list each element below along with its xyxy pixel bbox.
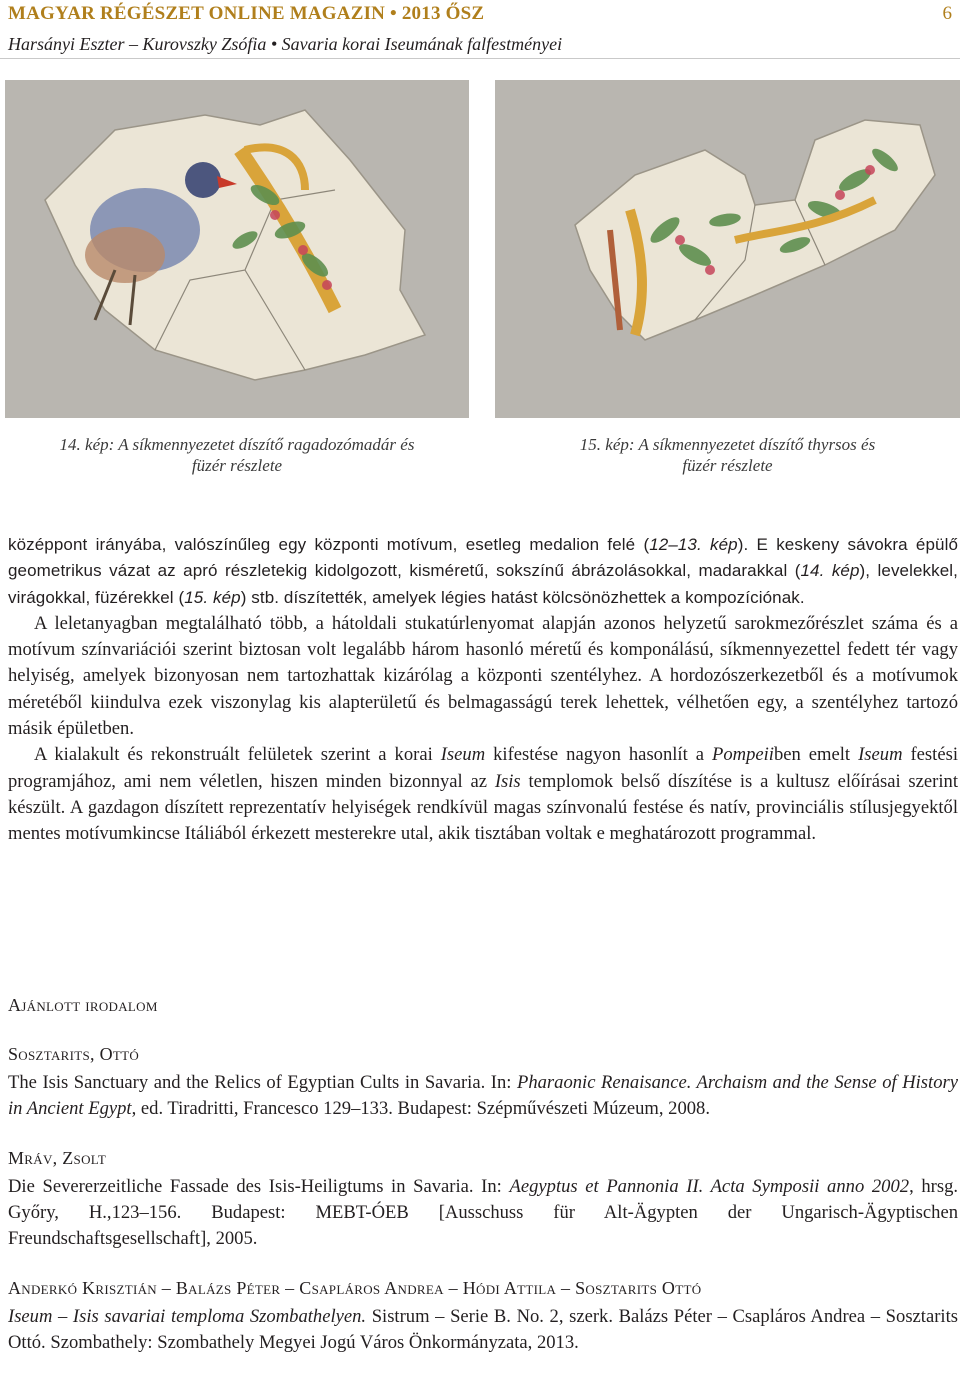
caption-line: füzér részlete (682, 456, 773, 475)
article-body (8, 532, 958, 848)
references-heading: Ajánlott irodalom (8, 995, 158, 1015)
caption-line: 14. kép: A síkmennyezetet díszítő ragadozómadár és (59, 435, 415, 454)
caption-line: 15. kép: A síkmennyezetet díszítő thyrsos és (579, 435, 876, 454)
paragraph-2: A leletanyagban megtalálható több, a hátoldali stukatúrlenyomat alapján azonos helyzetű sarokmezőrészlet száma és a motívum színvariációi szerint biztosan volt legalább három hasonló méretű és komponálású, síkmennyezettel fedett tér vagy helyiség, amelyek bizonyosan nem tartozhattak kizárólag a központi szentélyhez. A hordozószerkezetből és a motívumok méretéből kiindulva ezek viszonylag kis alapterületű és belmagasságú terek lehettek, vélhetően egy, a szentélyhez tartozó másik épületben. (8, 612, 958, 740)
figure-15-caption (495, 434, 960, 476)
reference-author: Mráv, Zsolt (8, 1148, 107, 1168)
reference-entry: Iseum – Isis savariai temploma Szombathelyen. Sistrum – Serie B. No. 2, szerk. Balázs Péter – Csapláros Andrea – Sosztarits Ottó. Szombathely: Szombathely Megyei Jogú Város Önkormányzata, 2013. (8, 1306, 958, 1353)
reference-author: Anderkó Krisztián – Balázs Péter – Csapláros Andrea – Hódi Attila – Sosztarits Ottó (8, 1278, 702, 1298)
reference-author: Sosztarits, Ottó (8, 1044, 140, 1064)
article-subtitle: Harsányi Eszter – Kurovszky Zsófia • Savaria korai Iseumának falfestményei (8, 34, 563, 54)
figure-15 (495, 80, 960, 476)
fresco-fragment-bird-image (5, 80, 469, 418)
page-number: 6 (942, 3, 952, 24)
figure-reference: 15. kép (184, 587, 241, 607)
fresco-photo-bird (5, 80, 469, 418)
figure-reference: 14. kép (800, 561, 860, 581)
references-section (8, 992, 958, 1379)
figure-14-caption (5, 434, 469, 476)
figure-reference: 12–13. kép (649, 535, 738, 554)
paragraph-1: középpont irányába, valószínűleg egy központi motívum, esetleg medalion felé (12–13. kép). E keskeny sávokra épülő geometrikus vázat az apró részletekig kidolgozott, kisméretű, sokszínű ábrázolásokkal, madarakkal (14. kép), levelekkel, virágokkal, füzérekkel (15. kép) stb. díszítették, amelyek légies hatást kölcsönözhettek a kompozíciónak. (8, 535, 959, 607)
figure-14 (5, 80, 469, 476)
reference-entry: Die Severerzeitliche Fassade des Isis-Heiligtums in Savaria. In: Aegyptus et Pannonia II. Acta Symposii anno 2002, hrsg. Győry, H.,123–156. Budapest: MEBT-ÓEB [Ausschuss für Alt-Ägypten der Ungarisch-Ägyptischen Freundschaftsgesellschaft], 2005. (8, 1176, 959, 1249)
fresco-photo-thyrsos (495, 80, 960, 418)
reference-entry: The Isis Sanctuary and the Relics of Egyptian Cults in Savaria. In: Pharaonic Renaisance. Archaism and the Sense of History in Ancient Egypt, ed. Tiradritti, Francesco 129–133. Budapest: Szépművészeti Múzeum, 2008. (8, 1072, 958, 1119)
magazine-title: MAGYAR RÉGÉSZET ONLINE MAGAZIN • 2013 ŐSZ (8, 3, 485, 24)
header-divider (0, 58, 960, 59)
caption-line: füzér részlete (191, 456, 283, 475)
paragraph-3: A kialakult és rekonstruált felületek szerint a korai Iseum kifestése nagyon hasonlít a Pompeiiben emelt Iseum festési programjához, ami nem véletlen, hiszen minden bizonnyal az Isis templomok belső díszítése is a kultusz előírásai szerint készült. A gazdagon díszített reprezentatív helyiségek rendkívül magas színvonalú festése és natív, provinciális stílusjegyektől mentes motívumkincse Itáliából érkezett mesterekre utal, akik tisztában voltak e meghatározott programmal. (8, 744, 958, 845)
fresco-fragment-thyrsos-image (495, 80, 960, 418)
